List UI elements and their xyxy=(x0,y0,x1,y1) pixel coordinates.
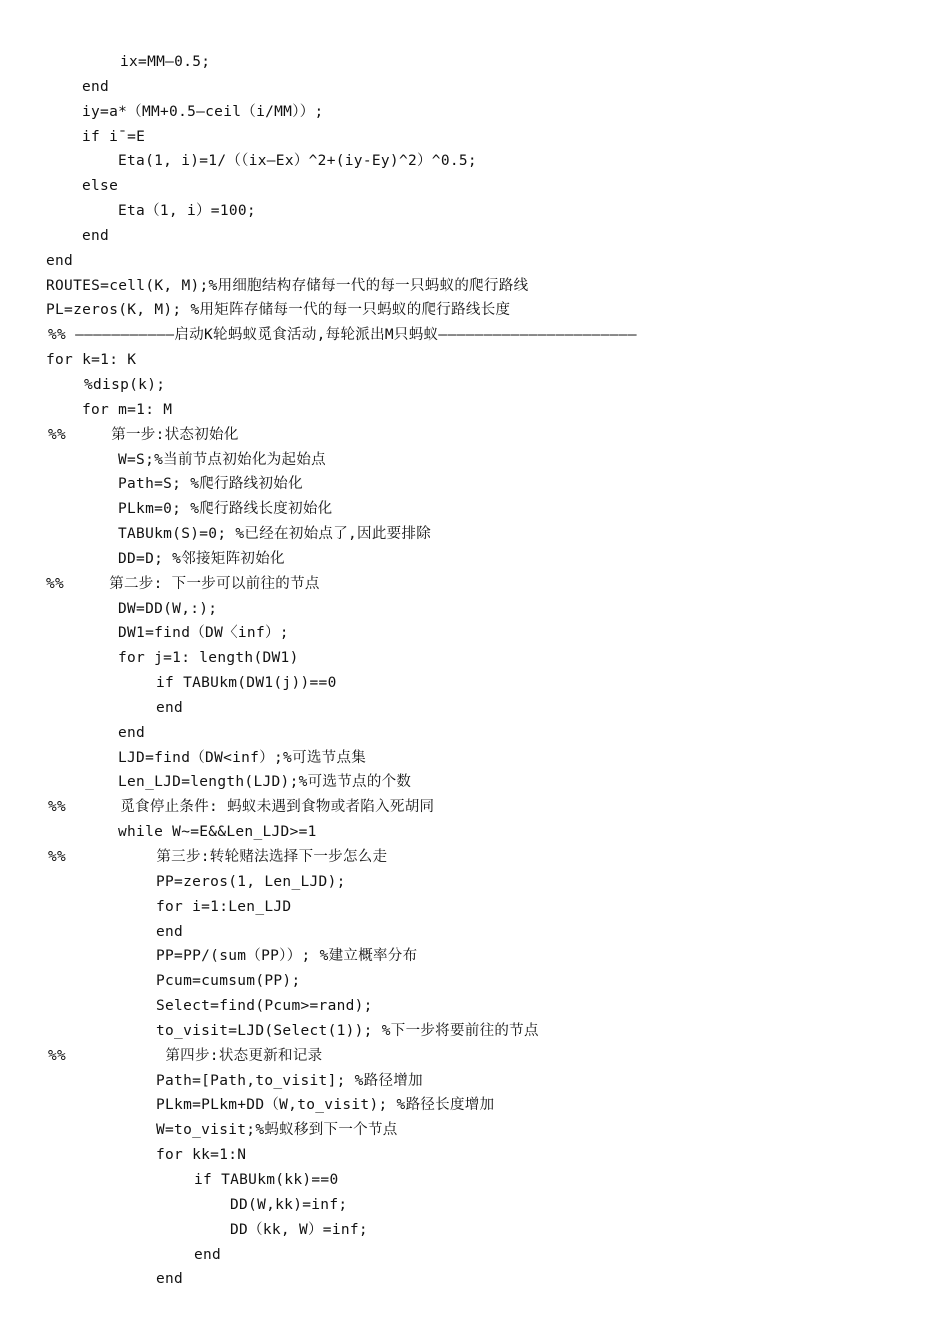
code-line: Eta（1, i）=100; xyxy=(118,203,256,220)
code-line: ix=MM—0.5; xyxy=(120,54,211,70)
code-line: for k=1: K xyxy=(46,352,137,369)
code-line: %% 第四步:状态更新和记录 xyxy=(48,1047,323,1064)
code-line: end xyxy=(156,699,184,716)
code-line: PP=PP/(sum（PP））; %建立概率分布 xyxy=(156,948,418,965)
code-line: %% 第三步:转轮赌法选择下一步怎么走 xyxy=(48,849,388,865)
code-line: end xyxy=(46,252,74,269)
code-line: Pcum=cumsum(PP); xyxy=(156,973,301,990)
code-line: Len_LJD=length(LJD);%可选节点的个数 xyxy=(118,774,412,791)
code-line: LJD=find（DW<inf）;%可选节点集 xyxy=(118,749,367,766)
code-line: %% 第一步:状态初始化 xyxy=(48,426,239,443)
code-line: for j=1: length(DW1) xyxy=(118,650,299,667)
code-line: end xyxy=(82,78,110,95)
code-line: Path=S; %爬行路线初始化 xyxy=(118,476,303,493)
code-line: for i=1:Len_LJD xyxy=(156,898,292,915)
code-line: end xyxy=(156,923,184,940)
code-line: PP=zeros(1, Len_LJD); xyxy=(156,873,346,890)
code-line: iy=a*（MM+0.5—ceil（i/MM））; xyxy=(82,103,324,120)
code-line: for m=1: M xyxy=(82,401,173,418)
code-line: end xyxy=(194,1246,222,1263)
code-line: W=S;%当前节点初始化为起始点 xyxy=(118,451,326,468)
code-line: DD=D; %邻接矩阵初始化 xyxy=(118,550,285,567)
code-line: end xyxy=(82,227,110,244)
code-line: while W~=E&&Len_LJD>=1 xyxy=(118,824,317,841)
code-line: DW=DD(W,:); xyxy=(118,600,218,617)
code-line: Path=[Path,to_visit]; %路径增加 xyxy=(156,1072,423,1089)
code-line: PLkm=0; %爬行路线长度初始化 xyxy=(118,501,333,518)
code-line: end xyxy=(156,1271,184,1288)
code-line: to_visit=LJD(Select(1)); %下一步将要前往的节点 xyxy=(156,1022,539,1039)
code-line: for kk=1:N xyxy=(156,1147,247,1164)
code-line: if TABUkm(kk)==0 xyxy=(194,1171,339,1188)
code-line: if TABUkm(DW1(j))==0 xyxy=(156,675,337,692)
code-line: Eta(1, i)=1/（（ix—Ex）^2+(iy-Ey)^2）^0.5; xyxy=(118,153,477,170)
code-line: ROUTES=cell(K, M);%用细胞结构存储每一代的每一只蚂蚁的爬行路线 xyxy=(46,277,529,294)
code-line: W=to_visit;%蚂蚁移到下一个节点 xyxy=(156,1122,398,1139)
code-line: DD(W,kk)=inf; xyxy=(230,1196,348,1213)
code-line: else xyxy=(82,178,119,195)
code-line: %% ———————————启动K轮蚂蚁觅食活动,每轮派出M只蚂蚁—————————————————————— xyxy=(48,327,637,344)
code-line: DW1=find（DW〈inf）; xyxy=(118,625,289,642)
code-line: if i¯=E xyxy=(82,128,146,145)
code-line: DD（kk, W）=inf; xyxy=(230,1221,368,1238)
matlab-code-listing xyxy=(0,50,950,1292)
code-line: end xyxy=(118,724,146,741)
code-line: TABUkm(S)=0; %已经在初始点了,因此要排除 xyxy=(118,526,432,543)
code-line: %disp(k); xyxy=(84,376,166,393)
code-line: PLkm=PLkm+DD（W,to_visit); %路径长度增加 xyxy=(156,1097,495,1114)
code-line: PL=zeros(K, M); %用矩阵存储每一代的每一只蚂蚁的爬行路线长度 xyxy=(46,302,511,319)
code-line: %% 觅食停止条件: 蚂蚁未遇到食物或者陷入死胡同 xyxy=(48,799,435,816)
code-line: Select=find(Pcum>=rand); xyxy=(156,998,373,1015)
code-line: %% 第二步: 下一步可以前往的节点 xyxy=(46,575,320,592)
